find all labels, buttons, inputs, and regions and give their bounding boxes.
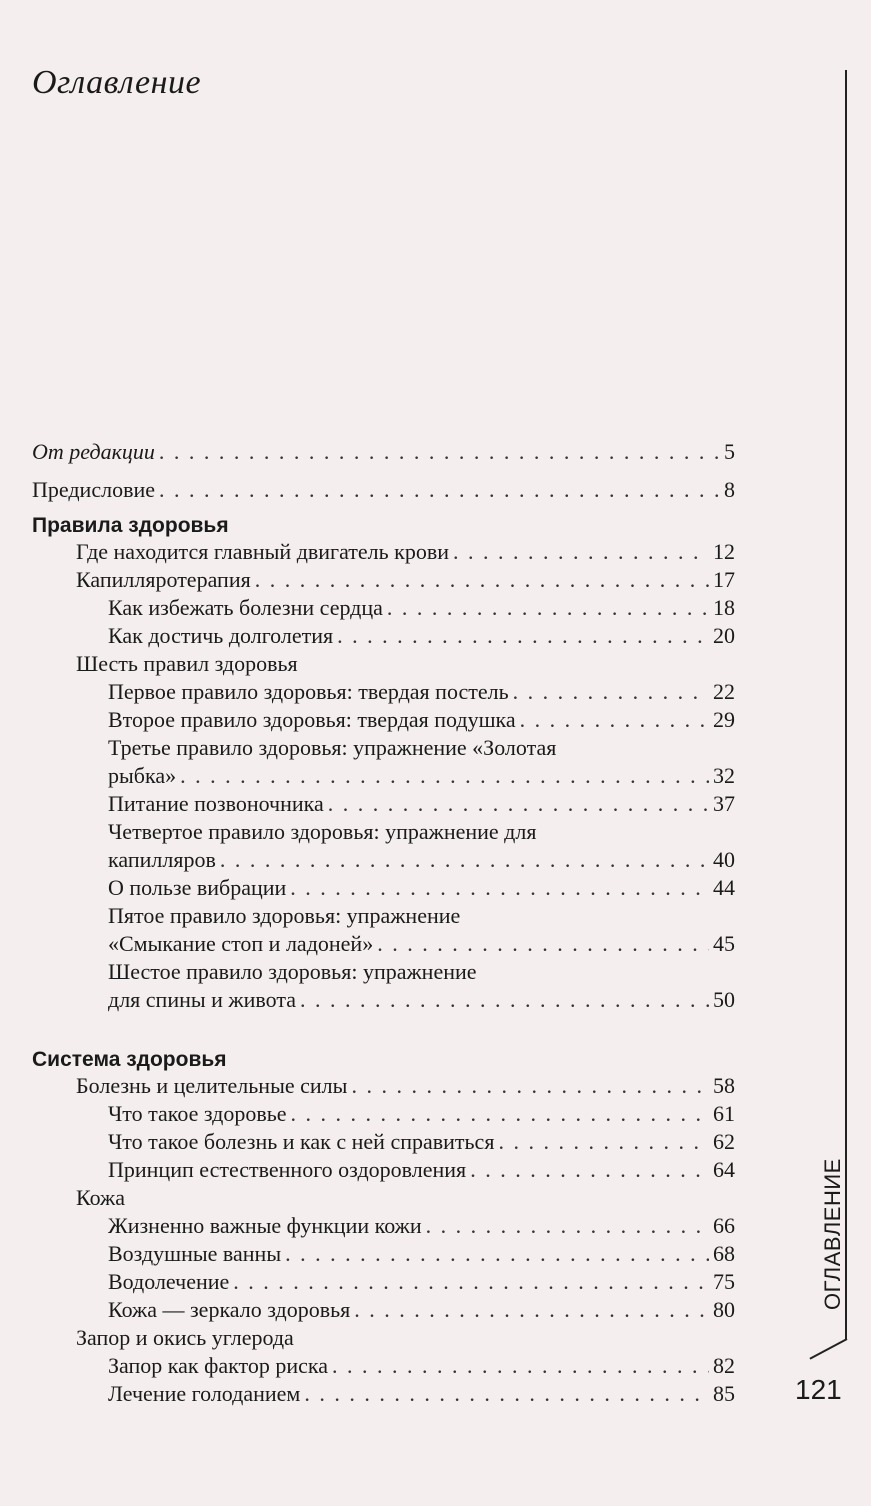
toc-leader-dots bbox=[300, 986, 709, 1014]
toc-entry-page: 58 bbox=[713, 1073, 735, 1098]
toc-entry bbox=[108, 678, 735, 706]
toc-leader-dots bbox=[220, 846, 709, 874]
toc-subheading: Кожа bbox=[76, 1185, 125, 1210]
toc-entry-page: 22 bbox=[713, 679, 735, 704]
toc-entry bbox=[108, 1296, 735, 1324]
toc-entry-page: 64 bbox=[713, 1157, 735, 1182]
toc-leader-dots bbox=[332, 1352, 709, 1380]
toc-entry-title: Кожа — зеркало здоровья bbox=[108, 1297, 351, 1322]
toc-entry-title: Лечение голоданием bbox=[108, 1381, 301, 1406]
toc-entry bbox=[76, 566, 735, 594]
toc-entry bbox=[108, 1128, 735, 1156]
toc-leader-dots bbox=[290, 874, 709, 902]
toc-entry-title-line: Шестое правило здоровья: упражнение bbox=[108, 959, 477, 984]
toc-entry bbox=[108, 1212, 735, 1240]
toc-entry bbox=[108, 1156, 735, 1184]
toc-entry-title: Водолечение bbox=[108, 1269, 230, 1294]
toc-entry bbox=[108, 874, 735, 902]
toc-entry-title-line: Третье правило здоровья: упражнение «Золотая bbox=[108, 735, 557, 760]
toc-leader-dots bbox=[453, 538, 709, 566]
toc-leader-dots bbox=[328, 790, 709, 818]
toc-entry-title-line: Четвертое правило здоровья: упражнение для bbox=[108, 819, 537, 844]
toc-entry-title: Болезнь и целительные силы bbox=[76, 1073, 348, 1098]
toc-entry-title-line: Пятое правило здоровья: упражнение bbox=[108, 903, 461, 928]
toc-entry bbox=[108, 1100, 735, 1128]
toc-leader-dots bbox=[159, 438, 720, 466]
toc-entry-page: 40 bbox=[713, 847, 735, 872]
toc-entry-title: «Смыкание стоп и ладоней» bbox=[108, 931, 374, 956]
page-number: 121 bbox=[795, 1374, 842, 1405]
toc-leader-dots bbox=[159, 476, 720, 504]
toc-entry-title: Воздушные ванны bbox=[108, 1241, 282, 1266]
toc-leader-dots bbox=[233, 1268, 709, 1296]
toc-entry-page: 20 bbox=[713, 623, 735, 648]
toc-entry-page: 45 bbox=[713, 931, 735, 956]
toc-entry-page: 37 bbox=[713, 791, 735, 816]
toc-leader-dots bbox=[426, 1212, 709, 1240]
toc-entry-title: Капилляротерапия bbox=[76, 567, 251, 592]
toc-leader-dots bbox=[354, 1296, 709, 1324]
toc-entry-page: 61 bbox=[713, 1101, 735, 1126]
toc-entry-title: Принцип естественного оздоровления bbox=[108, 1157, 467, 1182]
running-header: ОГЛАВЛЕНИЕ bbox=[820, 1158, 845, 1310]
toc-entry-page: 12 bbox=[713, 539, 735, 564]
toc-entry bbox=[108, 790, 735, 818]
toc-entry bbox=[76, 1072, 735, 1100]
toc-leader-dots bbox=[304, 1380, 709, 1408]
toc-entry-page: 32 bbox=[713, 763, 735, 788]
toc-entry bbox=[108, 1352, 735, 1380]
toc-leader-dots bbox=[513, 678, 709, 706]
toc-entry-title: Первое правило здоровья: твердая постель bbox=[108, 679, 509, 704]
toc-entry-title: Где находится главный двигатель крови bbox=[76, 539, 450, 564]
margin-rule bbox=[845, 70, 847, 1340]
toc-entry bbox=[32, 476, 735, 504]
toc-entry-title: Как избежать болезни сердца bbox=[108, 595, 383, 620]
toc-leader-dots bbox=[285, 1240, 709, 1268]
toc-leader-dots bbox=[337, 622, 709, 650]
toc-entry-title: Второе правило здоровья: твердая подушка bbox=[108, 707, 516, 732]
toc-entry-title: Что такое болезнь и как с ней справиться bbox=[108, 1129, 495, 1154]
toc-entry bbox=[108, 986, 735, 1014]
toc-entry bbox=[108, 930, 735, 958]
toc-entry-title: Предисловие bbox=[32, 477, 155, 502]
toc-entry-page: 17 bbox=[713, 567, 735, 592]
toc-entry bbox=[76, 538, 735, 566]
toc-leader-dots bbox=[291, 1100, 709, 1128]
toc-subheading: Запор и окись углерода bbox=[76, 1325, 294, 1350]
toc-leader-dots bbox=[520, 706, 709, 734]
toc-entry-page: 80 bbox=[713, 1297, 735, 1322]
toc-entry-page: 18 bbox=[713, 595, 735, 620]
toc-entry-title: рыбка» bbox=[108, 763, 177, 788]
toc-entry-title: Что такое здоровье bbox=[108, 1101, 287, 1126]
toc-entry-page: 50 bbox=[713, 987, 735, 1012]
toc-entry bbox=[108, 1240, 735, 1268]
toc-leader-dots bbox=[255, 566, 709, 594]
toc-entry-page: 29 bbox=[713, 707, 735, 732]
toc-leader-dots bbox=[377, 930, 709, 958]
toc-entry bbox=[32, 438, 735, 466]
page-title: Оглавление bbox=[32, 64, 202, 101]
section-heading: Правила здоровья bbox=[32, 514, 229, 537]
toc-entry-title: От редакции bbox=[32, 439, 155, 464]
toc-entry-title: О пользе вибрации bbox=[108, 875, 287, 900]
toc-entry-title: Запор как фактор риска bbox=[108, 1353, 328, 1378]
section-heading: Система здоровья bbox=[32, 1048, 227, 1071]
toc-entry-page: 5 bbox=[724, 439, 735, 464]
toc-leader-dots bbox=[180, 762, 709, 790]
toc-entry-title: Как достичь долголетия bbox=[108, 623, 334, 648]
toc-leader-dots bbox=[470, 1156, 709, 1184]
toc-entry-title: для спины и живота bbox=[108, 987, 296, 1012]
toc-entry bbox=[108, 594, 735, 622]
toc-subheading: Шесть правил здоровья bbox=[76, 651, 298, 676]
toc-entry-page: 44 bbox=[713, 875, 735, 900]
toc-entry-title: Жизненно важные функции кожи bbox=[108, 1213, 422, 1238]
toc-entry-page: 75 bbox=[713, 1269, 735, 1294]
toc-entry bbox=[108, 622, 735, 650]
toc-entry-page: 62 bbox=[713, 1129, 735, 1154]
toc-entry bbox=[108, 846, 735, 874]
toc-entry bbox=[108, 762, 735, 790]
toc-entry-title: Питание позвоночника bbox=[108, 791, 324, 816]
toc-leader-dots bbox=[498, 1128, 709, 1156]
toc-entry-title: капилляров bbox=[108, 847, 216, 872]
toc-entry-page: 82 bbox=[713, 1353, 735, 1378]
toc-entry bbox=[108, 1268, 735, 1296]
toc-entry-page: 68 bbox=[713, 1241, 735, 1266]
toc-entry-page: 66 bbox=[713, 1213, 735, 1238]
toc-entry-page: 85 bbox=[713, 1381, 735, 1406]
toc-entry bbox=[108, 706, 735, 734]
toc-entry bbox=[108, 1380, 735, 1408]
toc-leader-dots bbox=[351, 1072, 709, 1100]
toc-entry-page: 8 bbox=[724, 477, 735, 502]
toc-leader-dots bbox=[387, 594, 709, 622]
